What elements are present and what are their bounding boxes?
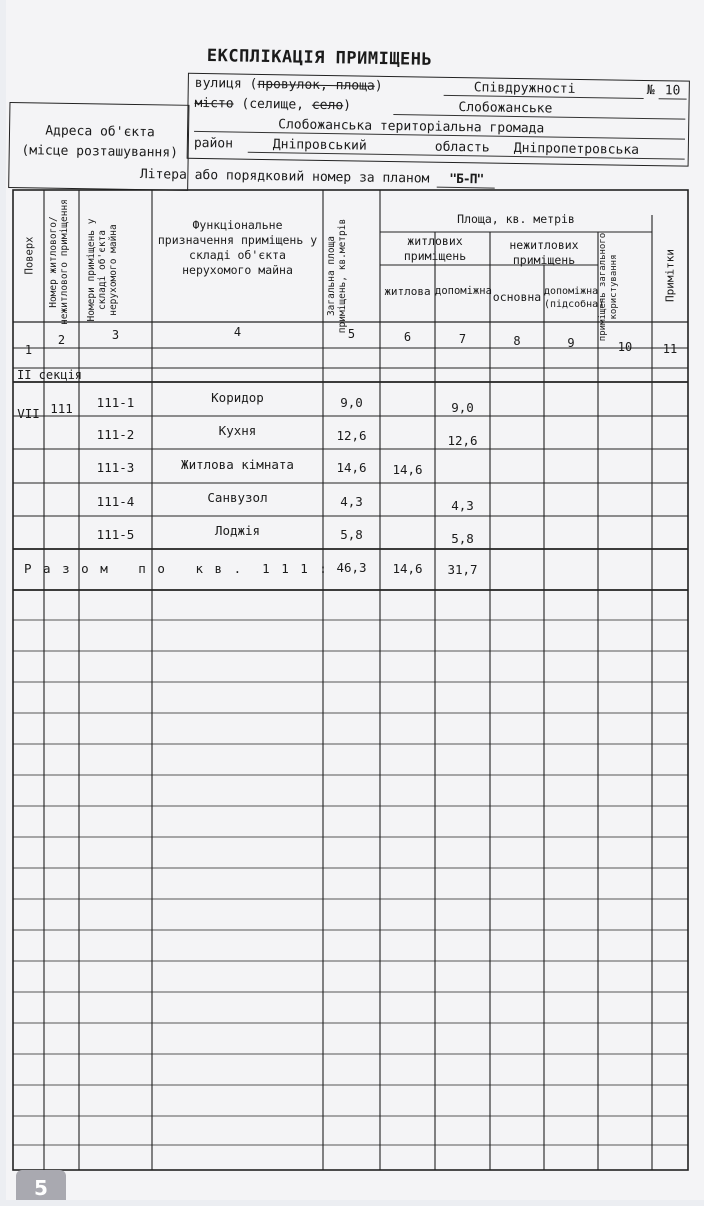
city-line: місто (селище, село) (194, 95, 352, 114)
district-label: район (193, 135, 234, 152)
room-total-area: 12,6 (336, 428, 367, 443)
header-area-group: Площа, кв. метрів (457, 212, 575, 226)
floor-value: VII (17, 406, 40, 421)
room-number: 111-1 (96, 395, 135, 410)
header-notes: Примітки (663, 249, 677, 302)
room-total-area: 4,3 (340, 494, 363, 509)
header-residential: житлових приміщень (403, 234, 467, 263)
col-number-9: 9 (567, 336, 575, 350)
room-res-aux-area: 5,8 (451, 531, 474, 546)
room-number: 111-3 (96, 460, 135, 475)
room-res-aux-area: 9,0 (451, 400, 474, 415)
col-number-6: 6 (403, 330, 412, 344)
col-number-7: 7 (458, 332, 467, 346)
room-number: 111-4 (96, 494, 135, 509)
col-number-1: 1 (24, 343, 33, 357)
room-total-area: 5,8 (340, 527, 363, 542)
region-label: область (434, 139, 490, 156)
room-purpose: Санвузол (207, 490, 268, 505)
room-res-aux-area: 4,3 (451, 498, 474, 513)
col-number-4: 4 (233, 325, 242, 339)
header-purpose: Функціональне призначення приміщень у складі об'єкта нерухомого майна (157, 218, 318, 277)
room-total-area: 14,6 (336, 460, 367, 475)
room-number: 111-2 (96, 427, 135, 442)
header-floor: Поверх (23, 236, 36, 275)
total-res-main-value: 14,6 (392, 561, 423, 576)
col-number-5: 5 (347, 327, 356, 341)
header-res-main: житлова (384, 285, 431, 298)
community-value: Слобожанська територіальна громада (278, 117, 545, 137)
room-purpose: Житлова кімната (181, 457, 294, 472)
section-label: II секція (17, 368, 83, 382)
header-nonres-main: основна (492, 290, 542, 304)
col-number-3: 3 (111, 328, 120, 342)
litera-label: Літера або порядковий номер за планом (139, 167, 430, 187)
header-nonres-aux: допоміжна (підсобна) (544, 286, 605, 310)
district-value: Дніпровський (272, 137, 367, 154)
total-area-value: 46,3 (336, 560, 367, 575)
street-line: вулиця (провулок, площа) (194, 75, 383, 94)
region-value: Дніпропетровська (513, 140, 640, 158)
room-purpose: Лоджія (214, 523, 261, 538)
address-label: Адреса об'єкта (45, 123, 155, 141)
page-number-tab: 5 (16, 1170, 66, 1200)
room-res-aux-area: 12,6 (447, 433, 478, 448)
col-number-2: 2 (57, 333, 66, 347)
address-sublabel: (місце розташування) (21, 143, 179, 161)
room-purpose: Коридор (211, 390, 264, 405)
room-res-main-area: 14,6 (392, 462, 423, 477)
header-total-area: Загальна площа приміщень, кв.метрів (326, 218, 348, 334)
room-number: 111-5 (96, 527, 135, 542)
house-number-value: 10 (664, 83, 681, 99)
header-room-numbers: Номери приміщень у складі об'єкта нерухомого майна (86, 218, 119, 322)
header-apartment-number: Номер житлового/ нежитлового приміщення (48, 199, 70, 325)
col-number-10: 10 (617, 340, 633, 354)
city-value: Слобожанське (458, 100, 553, 117)
document-title: ЕКСПЛІКАЦІЯ ПРИМІЩЕНЬ (206, 46, 433, 70)
total-res-aux-value: 31,7 (447, 562, 478, 577)
apartment-number-value: 111 (50, 401, 73, 416)
street-struck-label: провулок, площа (257, 76, 375, 94)
room-total-area: 9,0 (340, 395, 363, 410)
total-label: Р а з о м п о к в . 1 1 1 : (24, 561, 329, 576)
litera-value: "Б-П" (437, 172, 495, 189)
header-res-aux: допоміжна (435, 285, 492, 297)
street-value: Співдружності (473, 80, 576, 97)
number-label: № (646, 83, 655, 99)
col-number-8: 8 (513, 334, 521, 348)
header-common-use: приміщень загального користування (598, 232, 619, 342)
header-nonresidential: нежитлових приміщень (509, 238, 579, 267)
col-number-11: 11 (662, 342, 678, 356)
room-purpose: Кухня (218, 423, 257, 438)
